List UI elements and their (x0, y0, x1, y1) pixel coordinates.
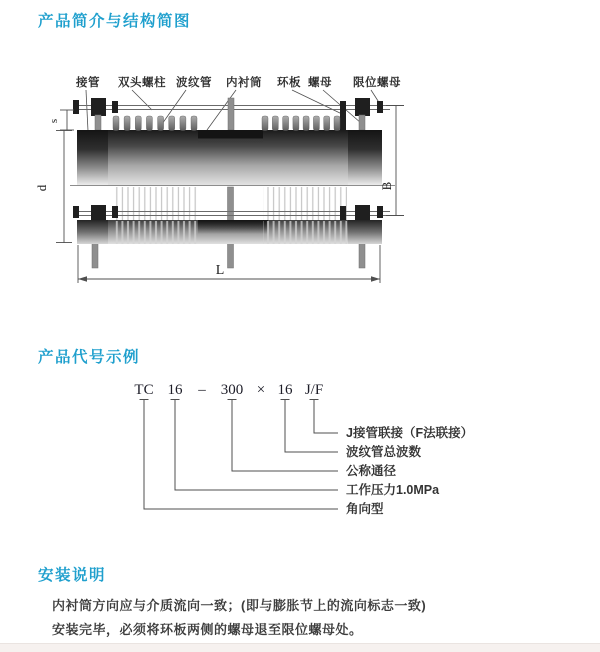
bellows-right (262, 116, 340, 131)
part-label-ring-plate: 环板 (277, 77, 301, 89)
stud-block-top-right (355, 98, 370, 116)
joint-body (77, 130, 382, 185)
tie-rod-top (73, 98, 390, 130)
install-line-2: 安装完毕，必须将环板两侧的螺母退至限位螺母处。 (52, 622, 363, 637)
code-part-type: TC (134, 382, 154, 398)
dim-d (34, 130, 72, 243)
dim-label-s: s (48, 118, 60, 124)
section-title-install: 安装说明 (38, 567, 107, 584)
limit-nut-top-right (377, 101, 383, 113)
product-code-figure (0, 372, 600, 542)
nut-top-left-inner (112, 101, 118, 113)
structure-diagram (30, 64, 440, 314)
code-part-dash: – (198, 382, 206, 398)
part-label-connecting-pipe: 接管 (76, 77, 100, 89)
dim-s (48, 110, 74, 130)
pipe-end-left (77, 130, 108, 185)
diagram-part-labels (75, 75, 401, 89)
part-label-stud: 双头螺柱 (118, 77, 166, 89)
part-label-liner: 内衬筒 (226, 77, 262, 89)
part-label-nut: 螺母 (308, 77, 332, 89)
body-mirror-band (77, 220, 382, 244)
install-line-1: 内衬筒方向应与介质流向一致；(即与膨胀节上的流向标志一致) (52, 598, 427, 613)
code-callout-lines (140, 400, 339, 510)
pipe-end-right (348, 130, 382, 185)
callout-nominal-diameter: 公称通径 (346, 464, 397, 478)
stud-block-top-left (91, 98, 106, 116)
install-notes (52, 594, 426, 642)
dim-B (379, 105, 404, 216)
code-part-connection: J/F (304, 382, 324, 398)
section-title-code: 产品代号示例 (38, 349, 141, 366)
dim-label-d: d (34, 184, 49, 192)
callout-working-pressure: 工作压力1.0MPa (346, 483, 440, 497)
liner-collar (198, 130, 263, 139)
section-title-intro: 产品简介与结构简图 (38, 13, 192, 30)
code-part-waves: 16 (277, 382, 293, 398)
page-bottom-strip (0, 643, 600, 652)
callout-angular-type: 角向型 (346, 502, 384, 516)
code-parts (134, 382, 323, 398)
bellows-left (113, 116, 197, 131)
center-stud-top (228, 98, 234, 130)
callout-connection: J接管联接（F法联接） (346, 426, 474, 440)
nut-top-left-outer (73, 100, 79, 114)
dim-label-B: B (379, 181, 394, 191)
code-part-times: × (256, 382, 266, 398)
callout-wave-count: 波纹管总波数 (346, 445, 422, 459)
code-part-pressure: 16 (167, 382, 183, 398)
dim-label-L: L (215, 263, 225, 278)
part-label-bellows: 波纹管 (176, 77, 212, 89)
code-part-diameter: 300 (220, 382, 244, 398)
part-label-limit-nut: 限位螺母 (353, 77, 401, 89)
code-callout-labels (346, 425, 473, 516)
ring-plate-top (340, 101, 346, 130)
